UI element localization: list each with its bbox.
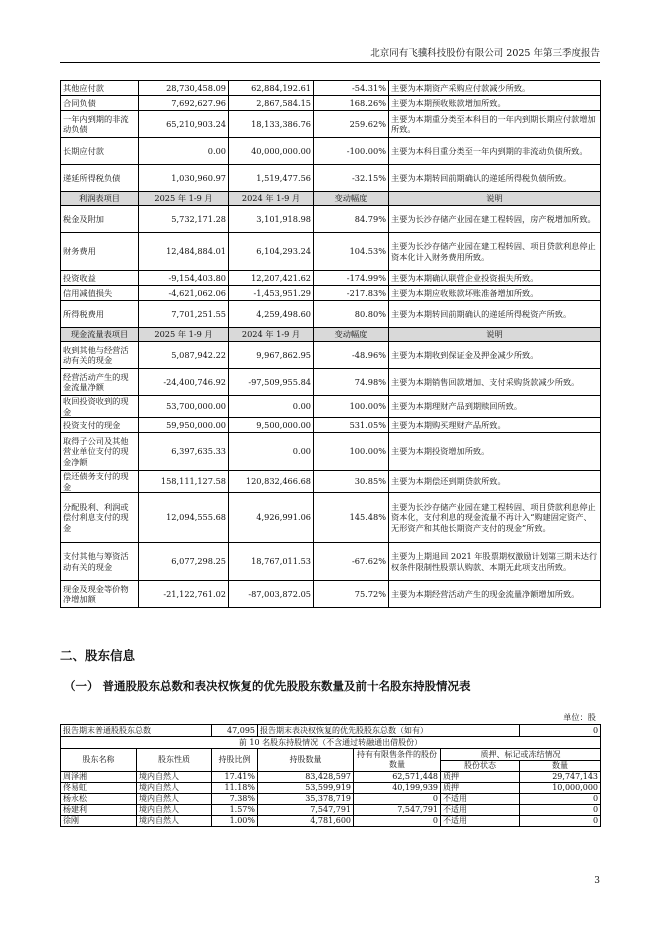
row-desc: 主要为本期转回前期确认的递延所得税负债所致。	[389, 165, 601, 192]
row-item: 一年内到期的非流动负债	[61, 111, 139, 138]
shareholder-count: 53,599,919	[258, 783, 354, 794]
section-title: 二、股东信息	[60, 648, 136, 663]
row-desc: 主要为本期理财产品到期赎回所致。	[389, 396, 601, 418]
row-item: 所得税费用	[61, 301, 139, 328]
shareholder-nature: 境内自然人	[137, 805, 212, 816]
row-change: -32.15%	[314, 165, 389, 192]
row-previous: 0.00	[229, 433, 314, 471]
pledge-qty: 0	[520, 794, 601, 805]
row-previous: 62,884,192.61	[229, 81, 314, 96]
unit-label: 单位：股	[563, 712, 596, 722]
shareholder-count: 83,428,597	[258, 772, 354, 783]
table-row	[61, 165, 601, 192]
row-previous: 9,500,000.00	[229, 418, 314, 433]
row-item: 支付其他与筹资活动有关的现金	[61, 543, 139, 581]
row-item: 合同负债	[61, 96, 139, 111]
row-desc: 主要为长沙存储产业园在建工程转固、项目贷款利息停止资本化计入财务费用所致。	[389, 233, 601, 271]
shareholder-restricted: 62,571,448	[354, 772, 441, 783]
row-desc: 主要为本期转回前期确认的递延所得税资产所致。	[389, 301, 601, 328]
row-current: 1,030,960.97	[139, 165, 229, 192]
row-change: 30.85%	[314, 471, 389, 493]
shareholder-name: 杨永松	[61, 794, 137, 805]
col-pledge: 质押、标记或冻结情况	[441, 749, 601, 761]
row-current: -24,400,746.92	[139, 369, 229, 396]
row-desc: 主要为本期预收账款增加所致。	[389, 96, 601, 111]
table-row	[61, 138, 601, 165]
row-current: -9,154,403.80	[139, 271, 229, 286]
row-previous: 9,967,862.95	[229, 342, 314, 369]
pledge-qty: 29,747,143	[520, 772, 601, 783]
table-row	[61, 396, 601, 418]
shareholder-count: 35,378,719	[258, 794, 354, 805]
table-row	[61, 581, 601, 608]
row-change: -48.96%	[314, 342, 389, 369]
row-item: 信用减值损失	[61, 286, 139, 301]
table-row	[61, 111, 601, 138]
shareholder-restricted: 7,547,791	[354, 805, 441, 816]
row-desc: 主要为本期应收账款坏账准备增加所致。	[389, 286, 601, 301]
row-change: 100.00%	[314, 433, 389, 471]
table-row	[61, 271, 601, 286]
row-previous: 18,767,011.53	[229, 543, 314, 581]
row-desc: 主要为本期购买理财产品所致。	[389, 418, 601, 433]
row-desc: 主要为长沙存储产业园在建工程转固，房产税增加所致。	[389, 206, 601, 233]
col-status: 股份状态	[441, 761, 520, 772]
row-change: -217.83%	[314, 286, 389, 301]
col-nature: 股东性质	[137, 749, 212, 772]
row-previous: 1,519,477.56	[229, 165, 314, 192]
header-divider	[60, 62, 600, 63]
row-change: 531.05%	[314, 418, 389, 433]
row-change: -100.00%	[314, 138, 389, 165]
row-previous: 4,926,991.06	[229, 493, 314, 543]
col-qty: 数量	[520, 761, 601, 772]
table-row	[61, 783, 601, 794]
row-current: 53,700,000.00	[139, 396, 229, 418]
section-subtitle: （一） 普通股股东总数和表决权恢复的优先股股东数量及前十名股东持股情况表	[64, 679, 471, 693]
row-desc: 主要为本科目重分类至一年内到期的非流动负债所致。	[389, 138, 601, 165]
row-desc: 主要为本期重分类至本科目的一年内到期长期应付款增加所致。	[389, 111, 601, 138]
row-current: 6,077,298.25	[139, 543, 229, 581]
table-row	[61, 301, 601, 328]
shareholder-ratio: 17.41%	[212, 772, 258, 783]
shareholder-restricted: 40,199,939	[354, 783, 441, 794]
row-change: 104.53%	[314, 233, 389, 271]
pledge-status: 质押	[441, 772, 520, 783]
shareholder-count: 7,547,791	[258, 805, 354, 816]
row-previous: 3,101,918.98	[229, 206, 314, 233]
row-previous: 6,104,293.24	[229, 233, 314, 271]
row-current: 12,484,884.01	[139, 233, 229, 271]
row-item: 递延所得税负债	[61, 165, 139, 192]
table-row	[61, 369, 601, 396]
row-current: 7,692,627.96	[139, 96, 229, 111]
header-cell: 2025 年 1-9 月	[139, 192, 229, 206]
header-cell: 说明	[389, 328, 601, 342]
pledge-qty: 0	[520, 816, 601, 827]
table-row	[61, 543, 601, 581]
header-cell: 变动幅度	[314, 192, 389, 206]
table-header-row	[61, 328, 601, 342]
row-previous: 120,832,466.68	[229, 471, 314, 493]
row-previous: 12,207,421.62	[229, 271, 314, 286]
row-current: 0.00	[139, 138, 229, 165]
row-previous: -1,453,951.29	[229, 286, 314, 301]
preferred-shareholders-label: 报告期末表决权恢复的优先股股东总数（如有）	[258, 725, 520, 737]
row-current: 5,732,171.28	[139, 206, 229, 233]
pledge-qty: 0	[520, 805, 601, 816]
header-cell: 2024 年 1-9 月	[229, 192, 314, 206]
row-previous: 2,867,584.15	[229, 96, 314, 111]
row-current: 28,730,458.09	[139, 81, 229, 96]
row-desc: 主要为本期经营活动产生的现金流量净额增加所致。	[389, 581, 601, 608]
row-desc: 主要为长沙存储产业园在建工程转固、项目贷款利息停止资本化，支付利息的现金流量不再计入“购建固定资产、无形资产和其他长期资产支付的现金”所致。	[389, 493, 601, 543]
table-row	[61, 471, 601, 493]
shareholder-ratio: 7.38%	[212, 794, 258, 805]
table-row	[61, 433, 601, 471]
table-row	[61, 805, 601, 816]
row-change: 168.26%	[314, 96, 389, 111]
row-item: 投资收益	[61, 271, 139, 286]
row-current: 7,701,251.55	[139, 301, 229, 328]
row-item: 经营活动产生的现金流量净额	[61, 369, 139, 396]
row-item: 偿还债务支付的现金	[61, 471, 139, 493]
row-change: 259.62%	[314, 111, 389, 138]
header-cell: 2024 年 1-9 月	[229, 328, 314, 342]
table-row	[61, 794, 601, 805]
table-row	[61, 772, 601, 783]
row-change: -67.62%	[314, 543, 389, 581]
row-current: -21,122,761.02	[139, 581, 229, 608]
row-previous: -97,509,955.84	[229, 369, 314, 396]
table-row	[61, 286, 601, 301]
header-cell: 现金流量表项目	[61, 328, 139, 342]
row-item: 分配股利、利润或偿付利息支付的现金	[61, 493, 139, 543]
page-header: 北京同有飞骥科技股份有限公司 2025 年第三季度报告	[370, 48, 600, 59]
row-item: 财务费用	[61, 233, 139, 271]
row-previous: 18,133,386.76	[229, 111, 314, 138]
col-count: 持股数量	[258, 749, 354, 772]
top10-title: 前 10 名股东持股情况（不含通过转融通出借股份）	[61, 737, 601, 749]
row-change: 84.79%	[314, 206, 389, 233]
page-number: 3	[594, 876, 600, 886]
row-previous: 4,259,498.60	[229, 301, 314, 328]
header-cell: 变动幅度	[314, 328, 389, 342]
shareholder-count: 4,781,600	[258, 816, 354, 827]
shareholder-ratio: 1.00%	[212, 816, 258, 827]
col-ratio: 持股比例	[212, 749, 258, 772]
table-row	[61, 418, 601, 433]
row-current: 59,950,000.00	[139, 418, 229, 433]
table-row	[61, 81, 601, 96]
table-row	[61, 96, 601, 111]
row-item: 投资支付的现金	[61, 418, 139, 433]
total-shareholders-value: 47,095	[212, 725, 258, 737]
shareholder-name: 佟易虹	[61, 783, 137, 794]
pledge-status: 不适用	[441, 794, 520, 805]
shareholders-table	[60, 724, 601, 827]
row-change: -54.31%	[314, 81, 389, 96]
col-restricted: 持有有限售条件的股份数量	[354, 749, 441, 772]
shareholder-name: 周泽湘	[61, 772, 137, 783]
pledge-status: 不适用	[441, 805, 520, 816]
row-desc: 主要为本期确认联营企业投资损失所致。	[389, 271, 601, 286]
row-change: -174.99%	[314, 271, 389, 286]
table-row	[61, 206, 601, 233]
header-cell: 利润表项目	[61, 192, 139, 206]
shareholder-name: 徐刚	[61, 816, 137, 827]
financial-changes-table	[60, 80, 601, 608]
shareholder-nature: 境内自然人	[137, 783, 212, 794]
shareholder-ratio: 11.18%	[212, 783, 258, 794]
pledge-qty: 10,000,000	[520, 783, 601, 794]
row-current: 12,094,555.68	[139, 493, 229, 543]
table-row	[61, 493, 601, 543]
row-previous: -87,003,872.05	[229, 581, 314, 608]
shareholder-nature: 境内自然人	[137, 816, 212, 827]
row-item: 现金及现金等价物净增加额	[61, 581, 139, 608]
row-desc: 主要为本期销售回款增加、支付采购货款减少所致。	[389, 369, 601, 396]
shareholder-restricted: 0	[354, 816, 441, 827]
row-desc: 主要为本期投资增加所致。	[389, 433, 601, 471]
row-current: 158,111,127.58	[139, 471, 229, 493]
row-previous: 0.00	[229, 396, 314, 418]
row-desc: 主要为本期资产采购应付款减少所致。	[389, 81, 601, 96]
row-change: 75.72%	[314, 581, 389, 608]
row-previous: 40,000,000.00	[229, 138, 314, 165]
row-current: 6,397,635.33	[139, 433, 229, 471]
row-current: -4,621,062.06	[139, 286, 229, 301]
row-item: 其他应付款	[61, 81, 139, 96]
total-shareholders-label: 报告期末普通股股东总数	[61, 725, 212, 737]
pledge-status: 不适用	[441, 816, 520, 827]
row-change: 145.48%	[314, 493, 389, 543]
row-item: 收到其他与经营活动有关的现金	[61, 342, 139, 369]
table-row	[61, 233, 601, 271]
header-cell: 说明	[389, 192, 601, 206]
row-change: 74.98%	[314, 369, 389, 396]
table-header-row	[61, 192, 601, 206]
row-current: 5,087,942.22	[139, 342, 229, 369]
shareholder-name: 杨建利	[61, 805, 137, 816]
row-desc: 主要为本期偿还到期贷款所致。	[389, 471, 601, 493]
row-current: 65,210,903.24	[139, 111, 229, 138]
col-name: 股东名称	[61, 749, 137, 772]
shareholder-nature: 境内自然人	[137, 772, 212, 783]
table-row	[61, 816, 601, 827]
row-item: 长期应付款	[61, 138, 139, 165]
preferred-shareholders-value: 0	[520, 725, 601, 737]
row-change: 80.80%	[314, 301, 389, 328]
header-cell: 2025 年 1-9 月	[139, 328, 229, 342]
shareholder-ratio: 1.57%	[212, 805, 258, 816]
row-change: 100.00%	[314, 396, 389, 418]
row-item: 取得子公司及其他营业单位支付的现金净额	[61, 433, 139, 471]
row-item: 收回投资收到的现金	[61, 396, 139, 418]
shareholder-restricted: 0	[354, 794, 441, 805]
pledge-status: 质押	[441, 783, 520, 794]
row-desc: 主要为上期退回 2021 年股票期权激励计划第三期未达行权条件限制性股票认购款、本期无此项支出所致。	[389, 543, 601, 581]
shareholder-nature: 境内自然人	[137, 794, 212, 805]
row-desc: 主要为本期收到保证金及押金减少所致。	[389, 342, 601, 369]
table-row	[61, 342, 601, 369]
row-item: 税金及附加	[61, 206, 139, 233]
